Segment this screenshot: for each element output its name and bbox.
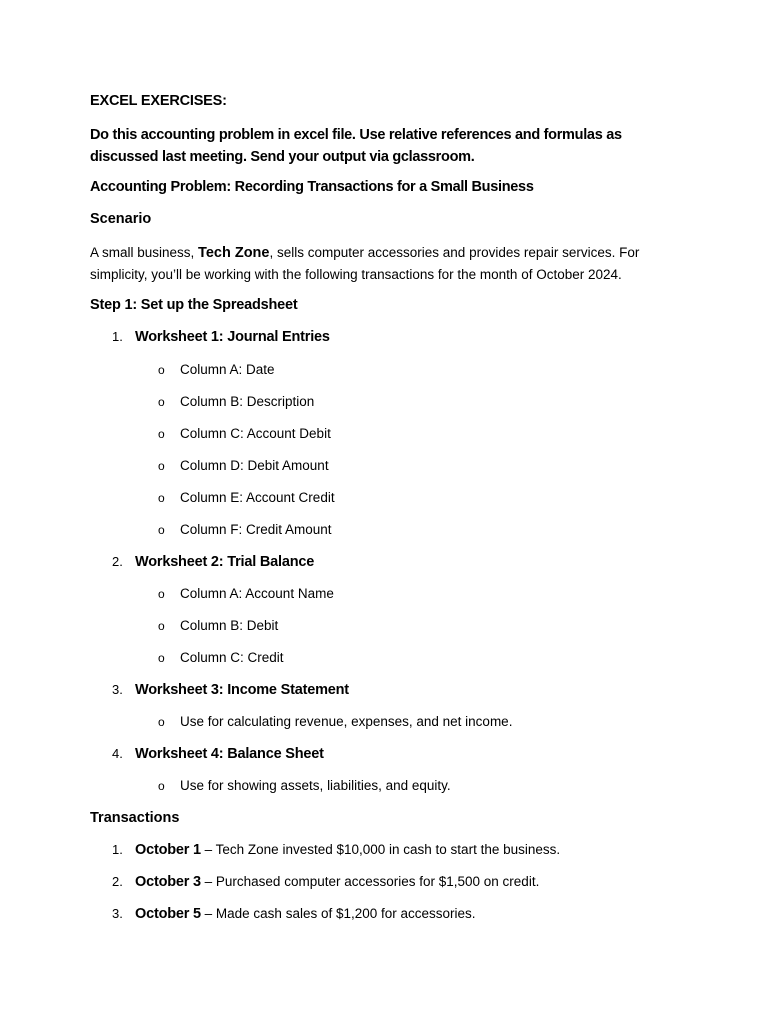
scenario-paragraph (90, 242, 690, 286)
list-number: 4. (112, 746, 123, 761)
scenario-text-before: A small business, (90, 245, 199, 260)
bullet-text: Column A: Date (180, 362, 275, 377)
bullet-marker: o (158, 619, 165, 633)
bullet-marker: o (158, 427, 165, 441)
list-number: 2. (112, 874, 123, 889)
bullet-text: Column C: Credit (180, 650, 284, 665)
worksheet-title: Worksheet 3: Income Statement (135, 682, 349, 698)
bullet-marker: o (158, 779, 165, 793)
bullet-marker: o (158, 491, 165, 505)
transaction-date: October 3 (135, 874, 201, 890)
transaction-item (112, 906, 476, 922)
worksheet-item (112, 682, 349, 698)
bullet-text: Column F: Credit Amount (180, 522, 332, 537)
bullet-item (158, 618, 278, 633)
scenario-text-after: , sells computer accessories and provides repair services. For simplicity, you’ll be working with the following transactions for the month of October 2024. (90, 245, 640, 282)
bullet-text: Column B: Debit (180, 618, 279, 633)
step1-heading: Step 1: Set up the Spreadsheet (90, 297, 298, 313)
scenario-heading: Scenario (90, 211, 152, 227)
transaction-date: October 1 (135, 842, 201, 858)
bullet-item (158, 650, 284, 665)
bullet-item (158, 522, 332, 537)
list-number: 3. (112, 682, 123, 697)
list-number: 1. (112, 842, 123, 857)
bullet-item (158, 490, 335, 505)
business-name: Tech Zone (198, 245, 270, 261)
bullet-text: Use for calculating revenue, expenses, and net income. (180, 714, 513, 729)
bullet-text: Use for showing assets, liabilities, and equity. (180, 778, 451, 793)
transaction-text: – Made cash sales of $1,200 for accessories. (200, 906, 476, 921)
problem-title: Accounting Problem: Recording Transactions for a Small Business (90, 179, 534, 195)
bullet-marker: o (158, 715, 165, 729)
transactions-heading: Transactions (90, 810, 180, 826)
bullet-text: Column D: Debit Amount (180, 458, 329, 473)
transaction-text: – Purchased computer accessories for $1,500 on credit. (200, 874, 540, 889)
worksheet-item (112, 746, 324, 762)
transaction-text: – Tech Zone invested $10,000 in cash to start the business. (200, 842, 561, 857)
transaction-item (112, 874, 539, 890)
bullet-text: Column B: Description (180, 394, 315, 409)
bullet-marker: o (158, 459, 165, 473)
document-title: EXCEL EXERCISES: (90, 93, 227, 109)
bullet-marker: o (158, 587, 165, 601)
bullet-item (158, 362, 275, 377)
bullet-text: Column C: Account Debit (180, 426, 331, 441)
bullet-item (158, 714, 512, 729)
bullet-item (158, 778, 451, 793)
worksheet-title: Worksheet 4: Balance Sheet (135, 746, 324, 762)
bullet-text: Column A: Account Name (180, 586, 334, 601)
worksheet-item (112, 329, 330, 345)
bullet-item (158, 394, 314, 409)
worksheet-title: Worksheet 2: Trial Balance (135, 554, 315, 570)
list-number: 1. (112, 329, 123, 344)
bullet-marker: o (158, 395, 165, 409)
bullet-text: Column E: Account Credit (180, 490, 335, 505)
bullet-item (158, 586, 334, 601)
list-number: 2. (112, 554, 123, 569)
bullet-item (158, 426, 331, 441)
list-number: 3. (112, 906, 123, 921)
worksheet-item (112, 554, 314, 570)
worksheet-title: Worksheet 1: Journal Entries (135, 329, 330, 345)
bullet-item (158, 458, 329, 473)
bullet-marker: o (158, 523, 165, 537)
instructions-text: Do this accounting problem in excel file. Use relative references and formulas as discussed last meeting. Send your output via gclassroom. (90, 127, 622, 165)
bullet-marker: o (158, 651, 165, 665)
transaction-item (112, 842, 560, 858)
transaction-date: October 5 (135, 906, 201, 922)
bullet-marker: o (158, 363, 165, 377)
